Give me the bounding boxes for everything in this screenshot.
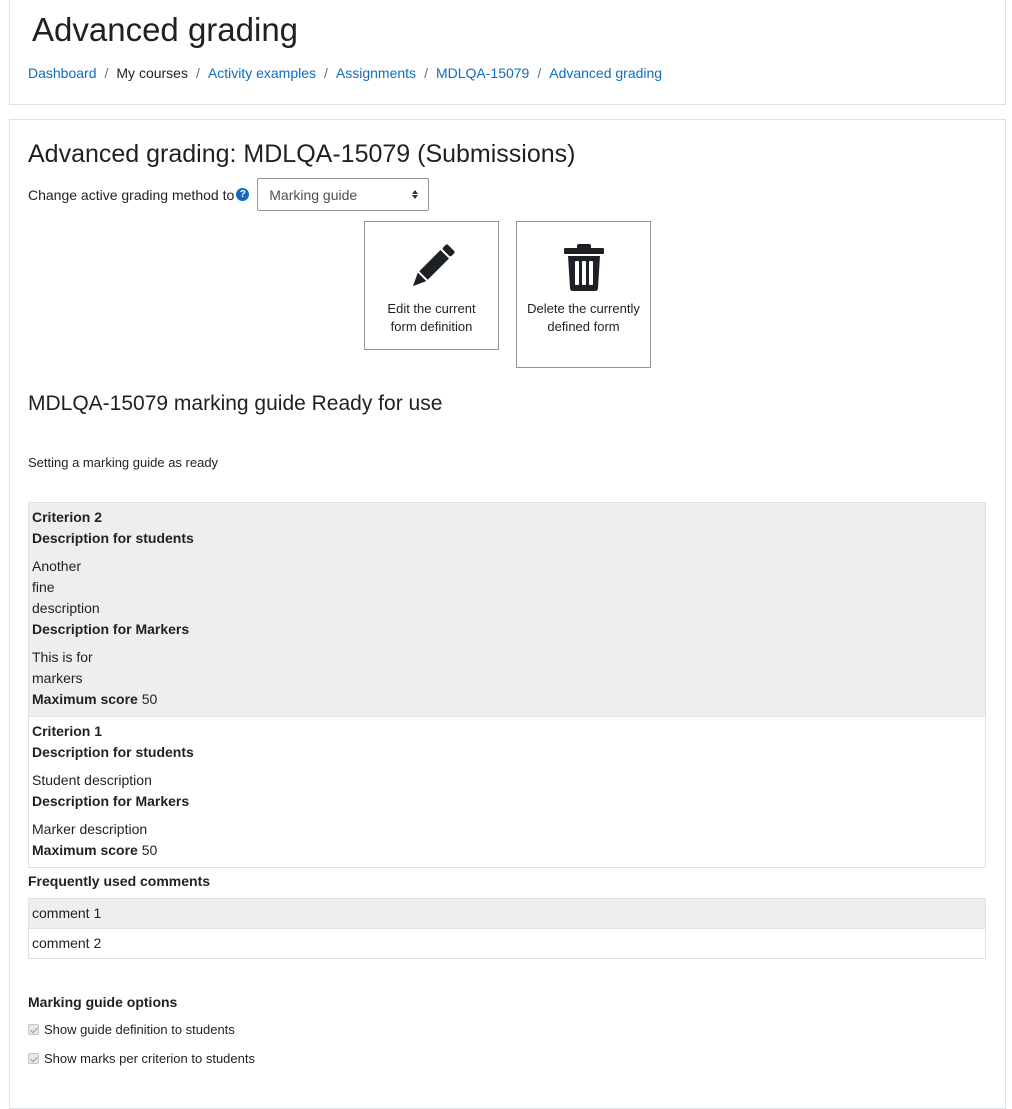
markers-description-label: Description for Markers bbox=[32, 793, 190, 809]
criterion-row bbox=[29, 717, 985, 868]
breadcrumb-my-courses: My courses bbox=[116, 65, 188, 81]
breadcrumb-dashboard[interactable]: Dashboard bbox=[28, 65, 97, 81]
main-region bbox=[9, 119, 1006, 1109]
breadcrumb-separator: / bbox=[537, 65, 542, 81]
comment-text: comment 1 bbox=[32, 905, 102, 921]
grading-method-row bbox=[28, 178, 429, 211]
maximum-score bbox=[32, 840, 982, 861]
grading-method-select[interactable] bbox=[257, 178, 429, 211]
students-description-text: Student description bbox=[32, 772, 152, 788]
markers-description-text: This is for markers bbox=[32, 649, 93, 686]
grading-method-label: Change active grading method to bbox=[28, 186, 235, 203]
comments-heading: Frequently used comments bbox=[28, 873, 211, 889]
criteria-table bbox=[28, 502, 986, 868]
comments-list bbox=[28, 898, 986, 959]
delete-form-button[interactable] bbox=[516, 221, 651, 368]
criterion-name: Criterion 2 bbox=[32, 509, 103, 525]
option-label: Show marks per criterion to students bbox=[44, 1051, 255, 1066]
grading-method-value: Marking guide bbox=[269, 186, 358, 203]
criterion-name: Criterion 1 bbox=[32, 723, 103, 739]
markers-description-label: Description for Markers bbox=[32, 621, 190, 637]
maximum-score-value: 50 bbox=[141, 691, 158, 707]
markers-description-text: Marker description bbox=[32, 821, 148, 837]
criterion-row bbox=[29, 503, 985, 717]
options-heading: Marking guide options bbox=[28, 994, 178, 1010]
option-show-definition bbox=[28, 1022, 235, 1037]
breadcrumb-separator: / bbox=[324, 65, 328, 81]
comment-item bbox=[29, 929, 985, 959]
edit-form-button[interactable] bbox=[364, 221, 499, 350]
page-header bbox=[9, 0, 1006, 105]
breadcrumb-separator: / bbox=[195, 65, 200, 81]
breadcrumb-activity-examples[interactable]: Activity examples bbox=[207, 65, 317, 81]
students-description-label: Description for students bbox=[32, 530, 194, 546]
breadcrumb bbox=[28, 65, 662, 81]
comment-item bbox=[29, 899, 985, 929]
trash-icon bbox=[559, 242, 609, 292]
comment-text: comment 2 bbox=[32, 935, 102, 951]
breadcrumb-activity[interactable]: MDLQA-15079 bbox=[435, 65, 530, 81]
pencil-icon bbox=[407, 242, 457, 292]
page-title: Advanced grading: MDLQA-15079 (Submissions) bbox=[28, 140, 576, 168]
students-description-text: Another fine description bbox=[32, 558, 100, 616]
option-label: Show guide definition to students bbox=[44, 1022, 235, 1037]
guide-title: MDLQA-15079 marking guide Ready for use bbox=[28, 392, 443, 415]
breadcrumb-assignments[interactable]: Assignments bbox=[335, 65, 417, 81]
help-icon[interactable]: ? bbox=[236, 188, 249, 201]
maximum-score bbox=[32, 689, 982, 710]
page-heading: Advanced grading bbox=[32, 11, 299, 48]
students-description-label: Description for students bbox=[32, 744, 194, 760]
show-definition-checkbox[interactable] bbox=[28, 1024, 39, 1035]
delete-form-label: Delete the currently defined form bbox=[527, 301, 640, 334]
edit-form-label: Edit the current form definition bbox=[387, 301, 476, 334]
maximum-score-value: 50 bbox=[141, 842, 158, 858]
maximum-score-label: Maximum score bbox=[32, 842, 138, 858]
breadcrumb-separator: / bbox=[104, 65, 109, 81]
show-marks-checkbox[interactable] bbox=[28, 1053, 39, 1064]
maximum-score-label: Maximum score bbox=[32, 691, 138, 707]
breadcrumb-advanced-grading[interactable]: Advanced grading bbox=[549, 65, 663, 81]
select-arrows-icon bbox=[412, 190, 418, 199]
breadcrumb-separator: / bbox=[424, 65, 428, 81]
guide-description: Setting a marking guide as ready bbox=[28, 455, 219, 470]
option-show-marks bbox=[28, 1051, 255, 1066]
